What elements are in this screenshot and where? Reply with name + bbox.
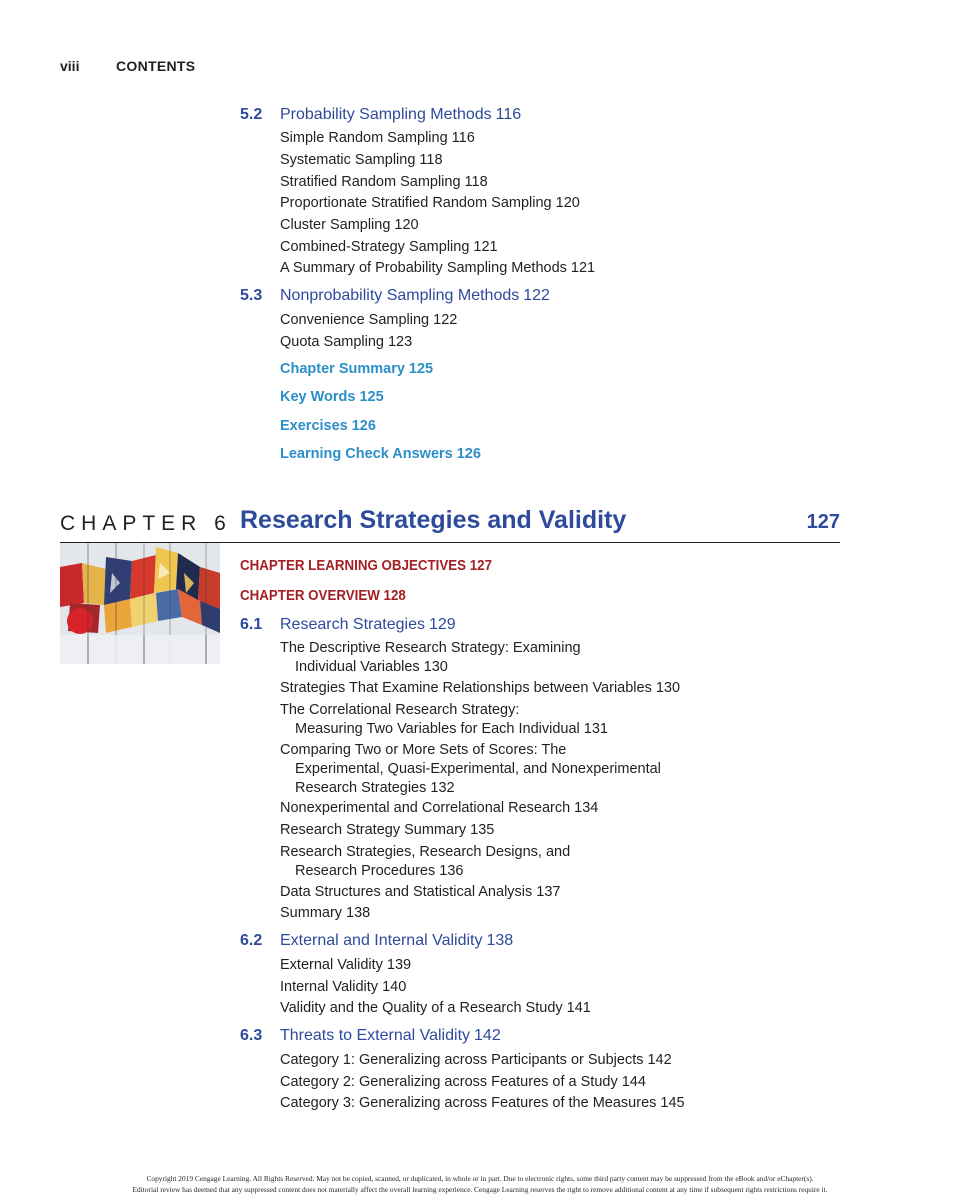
entry-line-continued	[280, 862, 570, 881]
entry-line: Category 3: Generalizing across Features of the Measures	[280, 1095, 657, 1111]
entry-line: Research Strategies, Research Designs, and	[280, 844, 571, 860]
toc-section-6-3[interactable]	[240, 1027, 501, 1045]
toc-entry[interactable]	[280, 173, 488, 192]
entry-line: The Correlational Research Strategy:	[280, 702, 520, 718]
toc-entry[interactable]	[280, 956, 411, 975]
entry-page: 145	[660, 1095, 685, 1111]
toc-entry[interactable]	[280, 238, 498, 257]
section-page: 116	[495, 106, 522, 123]
toc-chapter-overview[interactable]	[240, 588, 406, 604]
toc-section-5-2[interactable]	[240, 106, 521, 124]
entry-line-continued	[280, 779, 661, 798]
toc-entry[interactable]	[280, 904, 370, 923]
entry-page: 120	[394, 217, 419, 233]
entry-page: 130	[423, 659, 448, 675]
entry-page: 126	[351, 418, 376, 434]
entry-line-continued	[280, 658, 581, 677]
entry-title: Simple Random Sampling	[280, 130, 448, 146]
entry-page: 137	[536, 884, 561, 900]
entry-title: CHAPTER LEARNING OBJECTIVES	[240, 558, 467, 574]
copyright-line: Copyright 2019 Cengage Learning. All Rights Reserved. May not be copied, scanned, or duplicated, in whole or in part. Due to electronic rights, some third party content may be suppressed from the eBook and/or eChapter(s).	[146, 1174, 814, 1183]
entry-line: Internal Validity	[280, 979, 379, 995]
entry-title: A Summary of Probability Sampling Methods	[280, 260, 567, 276]
entry-page: 123	[387, 334, 413, 350]
entry-line: Comparing Two or More Sets of Scores: The	[280, 742, 567, 758]
toc-entry[interactable]	[280, 1094, 685, 1113]
entry-title: Proportionate Stratified Random Sampling	[280, 195, 552, 211]
toc-exercises[interactable]	[280, 418, 376, 434]
entry-title: CHAPTER OVERVIEW	[240, 588, 380, 604]
entry-page: 126	[456, 446, 481, 462]
toc-section-5-3[interactable]	[240, 287, 550, 305]
entry-line: Data Structures and Statistical Analysis	[280, 884, 533, 900]
entry-title: Exercises	[280, 418, 348, 434]
entry-line: External Validity	[280, 957, 383, 973]
section-title: External and Internal Validity	[280, 932, 483, 949]
entry-title: Convenience Sampling	[280, 312, 430, 328]
entry-line: Research Strategy Summary	[280, 822, 467, 838]
toc-entry[interactable]	[280, 311, 457, 330]
entry-line: Research Procedures	[295, 863, 436, 879]
entry-title: Key Words	[280, 389, 356, 405]
entry-page: 118	[464, 174, 488, 190]
toc-section-6-2[interactable]	[240, 932, 513, 950]
section-page: 129	[428, 616, 456, 633]
entry-line: Strategies That Examine Relationships between Variables	[280, 680, 652, 696]
entry-page: 130	[655, 680, 681, 696]
toc-entry[interactable]	[280, 216, 419, 235]
toc-entry[interactable]	[280, 639, 581, 677]
entry-page: 127	[469, 558, 493, 574]
entry-line: Research Strategies	[295, 780, 427, 796]
toc-entry[interactable]	[280, 883, 560, 902]
toc-entry[interactable]	[280, 333, 412, 352]
entry-page: 136	[439, 863, 464, 879]
entry-line: The Descriptive Research Strategy: Examining	[280, 640, 581, 656]
toc-entry[interactable]	[280, 701, 608, 739]
toc-entry[interactable]	[280, 259, 595, 278]
toc-entry[interactable]	[280, 741, 661, 798]
copyright-line: Editorial review has deemed that any suppressed content does not materially affect the overall learning experience. Cengage Learning reserves the right to remove additional content at any time if subsequent rights restrictions require it.	[132, 1185, 828, 1194]
toc-chapter-summary[interactable]	[280, 361, 433, 377]
entry-page: 141	[566, 1000, 591, 1016]
entry-title: Combined-Strategy Sampling	[280, 239, 470, 255]
toc-learning-objectives[interactable]	[240, 558, 492, 574]
running-head-label: CONTENTS	[116, 58, 196, 74]
entry-page: 132	[430, 780, 455, 796]
chapter-title: Research Strategies and Validity	[240, 506, 627, 534]
entry-title: Chapter Summary	[280, 361, 405, 377]
entry-page: 134	[574, 800, 599, 816]
section-number: 6.3	[240, 1027, 263, 1044]
entry-line-continued	[280, 720, 608, 739]
chapter-label: CHAPTER 6	[60, 512, 232, 535]
entry-page: 142	[647, 1052, 672, 1068]
section-page: 138	[486, 932, 514, 949]
entry-page: 120	[555, 195, 580, 211]
section-number: 5.3	[240, 287, 263, 304]
entry-line: Validity and the Quality of a Research Study	[280, 1000, 563, 1016]
entry-line: Individual Variables	[295, 659, 420, 675]
chapter-heading[interactable]	[60, 506, 840, 543]
entry-page: 131	[583, 721, 608, 737]
entry-line: Summary	[280, 905, 343, 921]
section-number: 6.2	[240, 932, 263, 949]
chapter-page: 127	[806, 511, 840, 533]
entry-title: Cluster Sampling	[280, 217, 391, 233]
toc-entry[interactable]	[280, 799, 598, 818]
section-title: Probability Sampling Methods	[280, 106, 492, 123]
entry-line: Category 1: Generalizing across Participants or Subjects	[280, 1052, 644, 1068]
entry-page: 140	[382, 979, 407, 995]
toc-entry[interactable]	[280, 843, 570, 881]
entry-page: 116	[451, 130, 475, 146]
toc-section-6-1[interactable]	[240, 616, 456, 634]
entry-page: 118	[419, 152, 443, 168]
entry-page: 121	[570, 260, 596, 276]
entry-page: 135	[470, 822, 495, 838]
entry-line: Measuring Two Variables for Each Individual	[295, 721, 580, 737]
chapter-artwork-image	[60, 543, 220, 664]
section-title: Research Strategies	[280, 616, 425, 633]
toc-key-words[interactable]	[280, 389, 384, 405]
section-title: Nonprobability Sampling Methods	[280, 287, 520, 304]
section-page: 142	[474, 1027, 501, 1044]
entry-line: Nonexperimental and Correlational Research	[280, 800, 571, 816]
running-head	[60, 58, 195, 74]
entry-page: 139	[386, 957, 412, 973]
entry-title: Learning Check Answers	[280, 446, 453, 462]
entry-page: 138	[346, 905, 371, 921]
toc-entry[interactable]	[280, 999, 591, 1018]
entry-title: Stratified Random Sampling	[280, 174, 461, 190]
entry-line: Category 2: Generalizing across Features of a Study	[280, 1074, 618, 1090]
section-page: 122	[523, 287, 550, 304]
toc-entry[interactable]	[280, 679, 680, 698]
entry-page: 121	[473, 239, 498, 255]
section-number: 6.1	[240, 616, 263, 633]
toc-entry[interactable]	[280, 151, 443, 170]
toc-learning-check-answers[interactable]	[280, 446, 481, 462]
entry-page: 144	[621, 1074, 646, 1090]
entry-page: 122	[433, 312, 458, 328]
entry-page: 125	[408, 361, 434, 377]
entry-title: Quota Sampling	[280, 334, 384, 350]
toc-entry[interactable]	[280, 1051, 672, 1070]
toc-entry[interactable]	[280, 978, 406, 997]
toc-entry[interactable]	[280, 1073, 646, 1092]
section-title: Threats to External Validity	[280, 1027, 471, 1044]
page-folio: viii	[60, 58, 80, 74]
entry-page: 128	[383, 588, 406, 604]
entry-title: Systematic Sampling	[280, 152, 416, 168]
toc-entry[interactable]	[280, 821, 494, 840]
section-number: 5.2	[240, 106, 263, 123]
entry-page: 125	[359, 389, 384, 405]
toc-entry[interactable]	[280, 129, 475, 148]
toc-entry[interactable]	[280, 194, 580, 213]
entry-line: Experimental, Quasi-Experimental, and Nonexperimental	[295, 761, 661, 777]
copyright-notice	[0, 1173, 960, 1195]
